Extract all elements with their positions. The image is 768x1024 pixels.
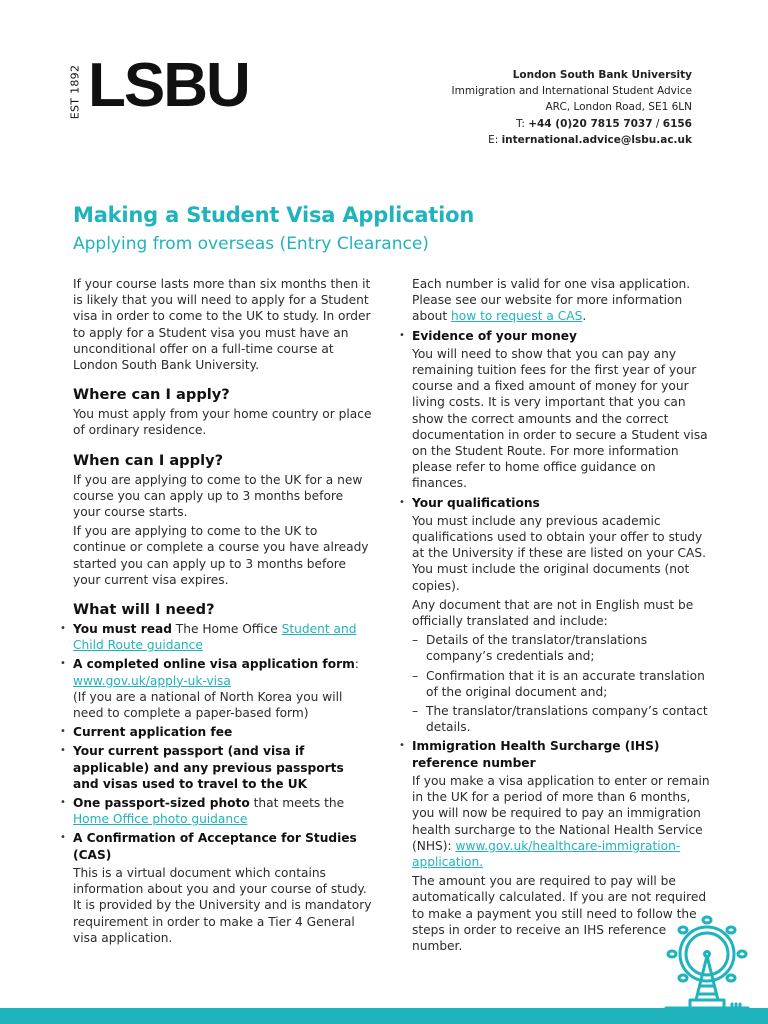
- item-label: Immigration Health Surcharge (IHS) reference number: [412, 739, 660, 770]
- item-label: A completed online visa application form: [73, 657, 355, 672]
- intro-paragraph: If your course lasts more than six months then it is likely that you will need to apply for a Student visa in order to come to the UK to study. In order to apply for a Student visa you must have an unconditional offer on a full-time course at London South Bank University.: [73, 277, 371, 373]
- when-text-2: If you are applying to come to the UK to continue or complete a course you have already started you can apply up to 3 months before your current visa expires.: [73, 524, 369, 587]
- item-label: A Confirmation of Acceptance for Studies (CAS): [73, 831, 357, 862]
- item-description: You will need to show that you can pay any remaining tuition fees for the first year of your course and a fixed amount of money for your living costs. It is very important that you can show the correct amounts and the correct documentation in order to secure a Student visa on the Student Route. For more information please refer to home office guidance on finances.: [412, 346, 708, 491]
- phone-sep: /: [652, 117, 663, 130]
- london-eye-icon: [662, 912, 752, 1012]
- requirements-list: [73, 621, 373, 946]
- contact-dept: Immigration and International Student Advice: [451, 85, 692, 98]
- where-text: You must apply from your home country or place of ordinary residence.: [73, 407, 372, 438]
- requirements-list-continued: [412, 328, 712, 955]
- left-column: [73, 276, 373, 949]
- item-note: (If you are a national of North Korea you will need to complete a paper-based form): [73, 689, 343, 721]
- item-label: You must read: [73, 622, 172, 637]
- dash-item: – The translator/translations company’s contact details.: [412, 703, 712, 735]
- list-item: [73, 724, 373, 740]
- dash-item: – Confirmation that it is an accurate translation of the original document and;: [412, 668, 712, 700]
- item-label: Evidence of your money: [412, 328, 577, 343]
- email-label: E:: [488, 133, 502, 146]
- footer-band: [0, 1008, 768, 1024]
- heading-need: What will I need?: [73, 601, 215, 619]
- contact-email-line: [452, 132, 692, 148]
- translation-requirements: [412, 632, 712, 735]
- contact-address: ARC, London Road, SE1 6LN: [545, 101, 692, 114]
- ihs-text-2: The amount you are required to pay will be automatically calculated. If you are not required to make a payment you still need to follow the steps in order to receive an IHS reference number.: [412, 874, 707, 953]
- cas-end: .: [582, 309, 587, 324]
- page-title: Making a Student Visa Application: [73, 203, 475, 227]
- item-text: that meets the: [249, 796, 345, 811]
- link-healthcare-immigration[interactable]: www.gov.uk/healthcare-immigration-application.: [412, 838, 681, 869]
- item-label: One passport-sized photo: [73, 796, 250, 811]
- heading-where: Where can I apply?: [73, 386, 230, 404]
- list-item: [412, 328, 712, 492]
- logo-wordmark: LSBU: [88, 51, 249, 120]
- link-student-route-guidance[interactable]: Student and Child Route guidance: [73, 622, 357, 653]
- contact-org: London South Bank University: [512, 69, 692, 81]
- dash-item: – Details of the translator/translations company’s credentials and;: [412, 632, 712, 664]
- list-item: [73, 743, 373, 792]
- item-label: Your current passport (and visa if applicable) and any previous passports and visas used to travel to the UK: [73, 744, 344, 791]
- item-description: You must include any previous academic qualifications used to obtain your offer to study at the University if these are listed on your CAS. You must include the original documents (not copies).: [412, 513, 707, 593]
- phone-number[interactable]: +44 (0)20 7815 7037: [528, 117, 653, 130]
- link-request-cas[interactable]: how to request a CAS: [451, 309, 583, 324]
- cas-text: Each number is valid for one visa application. Please see our website for more information about: [412, 277, 691, 324]
- email-address[interactable]: international.advice@lsbu.ac.uk: [501, 133, 692, 146]
- cas-continued: [412, 276, 712, 325]
- item-description: This is a virtual document which contains information about you and your course of study. It is provided by the University and is mandatory requirement in order to make a Tier 4 General visa application.: [73, 865, 372, 945]
- link-photo-guidance[interactable]: Home Office photo guidance: [73, 812, 248, 827]
- ihs-description: [412, 773, 712, 870]
- list-item: [73, 656, 373, 721]
- when-text-1: If you are applying to come to the UK for a new course you can apply up to 3 months before your course starts.: [73, 472, 363, 520]
- contact-block: [452, 67, 692, 148]
- contact-phone-line: [452, 116, 692, 132]
- list-item: [412, 495, 712, 736]
- right-column: [412, 276, 712, 957]
- page-subtitle: Applying from overseas (Entry Clearance): [73, 234, 429, 254]
- phone-ext: 6156: [662, 117, 692, 130]
- phone-label: T:: [516, 117, 529, 130]
- item-label: Your qualifications: [412, 495, 540, 510]
- item-text: The Home Office: [171, 622, 282, 637]
- link-apply-uk-visa[interactable]: www.gov.uk/apply-uk-visa: [73, 673, 231, 688]
- heading-when: When can I apply?: [73, 451, 224, 469]
- translate-intro: Any document that are not in English must be officially translated and include:: [412, 597, 694, 629]
- item-label: Current application fee: [73, 725, 233, 740]
- list-item: [73, 830, 373, 945]
- ihs-text: If you make a visa application to enter or remain in the UK for a period of more than 6 months, you will now be required to pay an immigration health surcharge to the National Health Service (NHS):: [412, 773, 710, 853]
- logo-est: [68, 64, 82, 120]
- list-item: [73, 621, 373, 653]
- list-item: [73, 795, 373, 827]
- logo-est-text: EST 1892: [68, 64, 82, 120]
- item-text: :: [354, 657, 359, 672]
